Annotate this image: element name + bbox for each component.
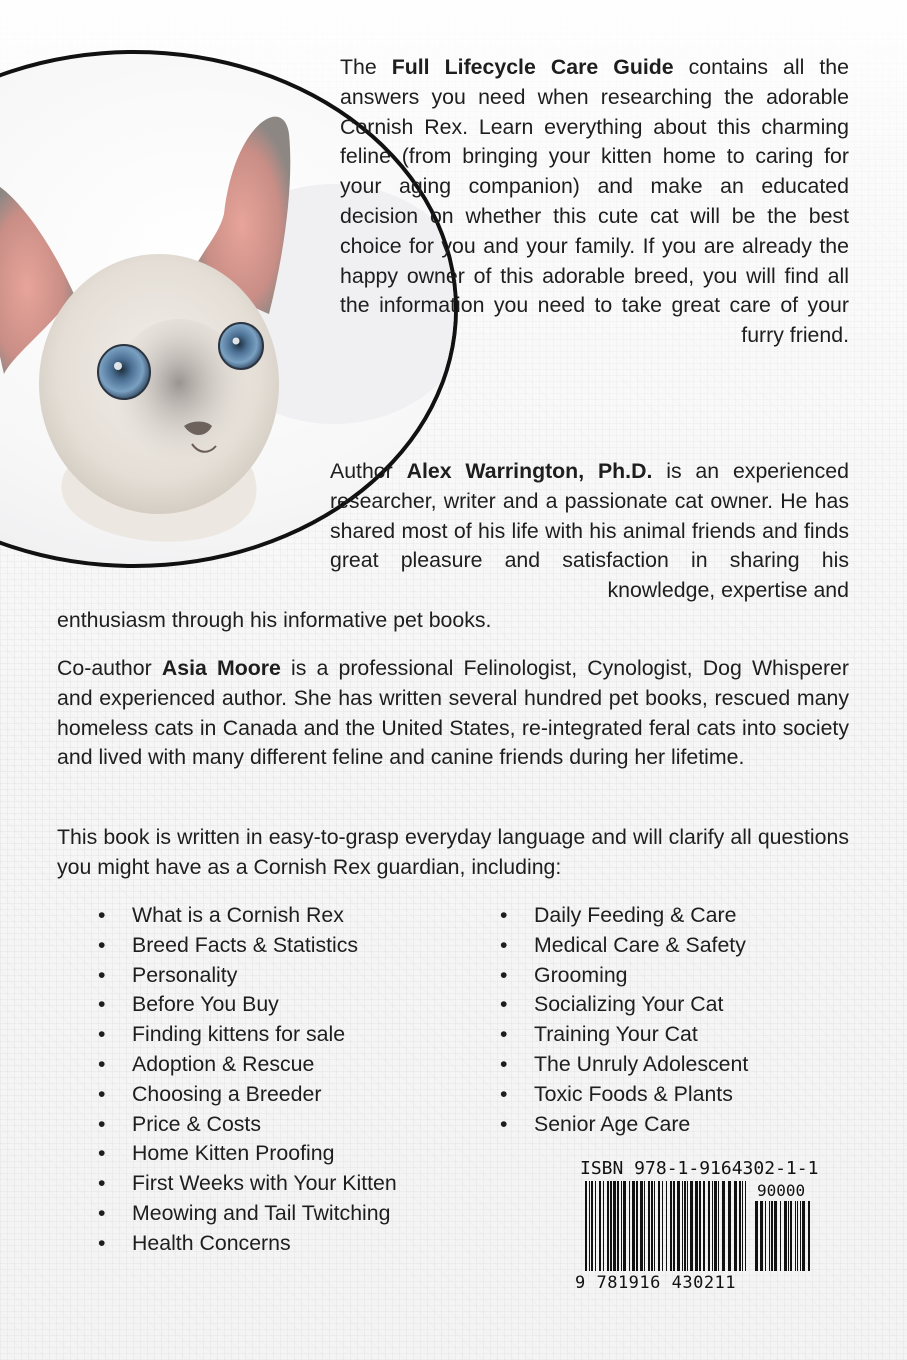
- barcode-bar: [629, 1181, 630, 1271]
- barcode-bar: [760, 1201, 763, 1271]
- topic-list-left: [98, 901, 397, 1259]
- book-description-paragraph: [340, 53, 849, 351]
- coauthor-prefix: Co-author: [57, 656, 162, 680]
- guide-title: Full Lifecycle Care Guide: [391, 55, 674, 79]
- list-item: • Price & Costs: [98, 1110, 397, 1140]
- price-code: 90000: [757, 1181, 806, 1200]
- barcode-bar: [703, 1181, 705, 1271]
- barcode-bar: [632, 1181, 635, 1271]
- barcode-bar: [658, 1181, 660, 1271]
- barcode-bars: [585, 1181, 750, 1273]
- barcode-bar: [695, 1181, 698, 1271]
- barcode-bar: [788, 1201, 789, 1271]
- topic-list-right: [500, 901, 748, 1139]
- list-item: • Medical Care & Safety: [500, 931, 748, 961]
- list-item: • Choosing a Breeder: [98, 1080, 397, 1110]
- list-item: • Health Concerns: [98, 1229, 397, 1259]
- author-prefix: Author: [330, 459, 407, 483]
- book-intro-paragraph: This book is written in easy-to-grasp everyday language and will clarify all questions you might have as a Cornish Rex guardian, including:: [57, 825, 849, 879]
- isbn-barcode: [565, 1157, 819, 1297]
- list-item: • Meowing and Tail Twitching: [98, 1199, 397, 1229]
- barcode-bar: [599, 1181, 601, 1271]
- barcode-bar: [673, 1181, 675, 1271]
- list-item: • Personality: [98, 961, 397, 991]
- barcode-bar: [769, 1201, 770, 1271]
- list-item: • Adoption & Rescue: [98, 1050, 397, 1080]
- list-item: • The Unruly Adolescent: [500, 1050, 748, 1080]
- barcode-bar: [613, 1181, 616, 1271]
- coauthor-name: Asia Moore: [161, 656, 281, 680]
- barcode-bar: [734, 1181, 737, 1271]
- description-body: contains all the answers you need when researching the adorable Cornish Rex. Learn everything about this charming feline (from bringing your kitten home to caring for your aging companion) and make an educated decision on whether this cute cat will be the best choice for you and your family. If you are already the happy owner of this adorable breed, you will find all the information you need to take great care of your furry friend.: [340, 55, 849, 348]
- barcode-bar: [662, 1181, 663, 1271]
- barcode-bar: [648, 1181, 650, 1271]
- barcode-bar: [603, 1181, 604, 1271]
- barcode-bar: [771, 1201, 773, 1271]
- list-item: • Senior Age Care: [500, 1110, 748, 1140]
- barcode-bar: [755, 1201, 758, 1271]
- barcode-bar: [591, 1181, 593, 1271]
- barcode-bar: [640, 1181, 643, 1271]
- barcode-bar: [780, 1201, 781, 1271]
- barcode-bar: [677, 1181, 680, 1271]
- barcode-bar: [682, 1181, 683, 1271]
- barcode-bar: [589, 1181, 590, 1271]
- coauthor-bio: is a professional Felinologist, Cynologist, Dog Whisperer and experienced author. She has written several hundred pet books, rescued many homeless cats in Canada and the United States, re-integrated feral cats into society and lived with many different feline and canine friends during her lifetime.: [57, 656, 849, 770]
- coauthor-bio-paragraph: [57, 654, 849, 773]
- author-bio: is an experienced researcher, writer and a passionate cat owner. He has shared most of his life with his animal friends and finds great pleasure and satisfaction in sharing his knowledge, expertise and: [330, 459, 849, 603]
- list-item: • First Weeks with Your Kitten: [98, 1169, 397, 1199]
- barcode-bar: [800, 1201, 801, 1271]
- list-item: • Grooming: [500, 961, 748, 991]
- barcode-bar: [708, 1181, 710, 1271]
- barcode-bar: [595, 1181, 596, 1271]
- barcode-bar: [784, 1201, 787, 1271]
- barcode-bar: [739, 1181, 741, 1271]
- barcode-bar: [722, 1181, 725, 1271]
- barcode-bar: [690, 1181, 693, 1271]
- list-item: • What is a Cornish Rex: [98, 901, 397, 931]
- list-item: • Daily Feeding & Care: [500, 901, 748, 931]
- barcode-bar: [617, 1181, 619, 1271]
- isbn-label: ISBN 978-1-9164302-1-1: [580, 1158, 819, 1179]
- description-prefix: The: [340, 55, 392, 79]
- author-bio-paragraph: [330, 457, 849, 606]
- barcode-bar: [728, 1181, 731, 1271]
- barcode-bar: [714, 1181, 717, 1271]
- list-item: • Home Kitten Proofing: [98, 1139, 397, 1169]
- author-name: Alex Warrington, Ph.D.: [406, 459, 653, 483]
- list-item: • Before You Buy: [98, 990, 397, 1020]
- barcode-bar: [765, 1201, 766, 1271]
- barcode-bar: [802, 1201, 805, 1271]
- list-item: • Socializing Your Cat: [500, 990, 748, 1020]
- list-item: • Training Your Cat: [500, 1020, 748, 1050]
- barcode-bar: [666, 1181, 667, 1271]
- barcode-bar: [712, 1181, 713, 1271]
- list-item: • Finding kittens for sale: [98, 1020, 397, 1050]
- barcode-bar: [742, 1181, 743, 1271]
- barcode-bar: [797, 1201, 798, 1271]
- barcode-bar: [607, 1181, 609, 1271]
- barcode-bar: [774, 1201, 777, 1271]
- barcode-digits: 9 781916 430211: [575, 1273, 737, 1293]
- barcode-bar: [687, 1181, 688, 1271]
- list-item: • Toxic Foods & Plants: [500, 1080, 748, 1110]
- author-bio-tail: enthusiasm through his informative pet books.: [57, 608, 492, 632]
- barcode-bar: [670, 1181, 672, 1271]
- barcode-bar: [644, 1181, 645, 1271]
- barcode-bar: [790, 1201, 792, 1271]
- barcode-bar: [621, 1181, 622, 1271]
- barcode-bar: [585, 1181, 587, 1271]
- barcode-bar: [654, 1181, 655, 1271]
- barcode-bar: [808, 1201, 810, 1271]
- barcode-bar: [718, 1181, 719, 1271]
- list-item: • Breed Facts & Statistics: [98, 931, 397, 961]
- barcode-bar: [623, 1181, 626, 1271]
- barcode-bar: [795, 1201, 796, 1271]
- barcode-bar: [651, 1181, 653, 1271]
- barcode-bar: [745, 1181, 746, 1271]
- barcode-bar: [636, 1181, 638, 1271]
- barcode-bar: [610, 1181, 612, 1271]
- barcode-bar: [684, 1181, 686, 1271]
- barcode-bar: [699, 1181, 701, 1271]
